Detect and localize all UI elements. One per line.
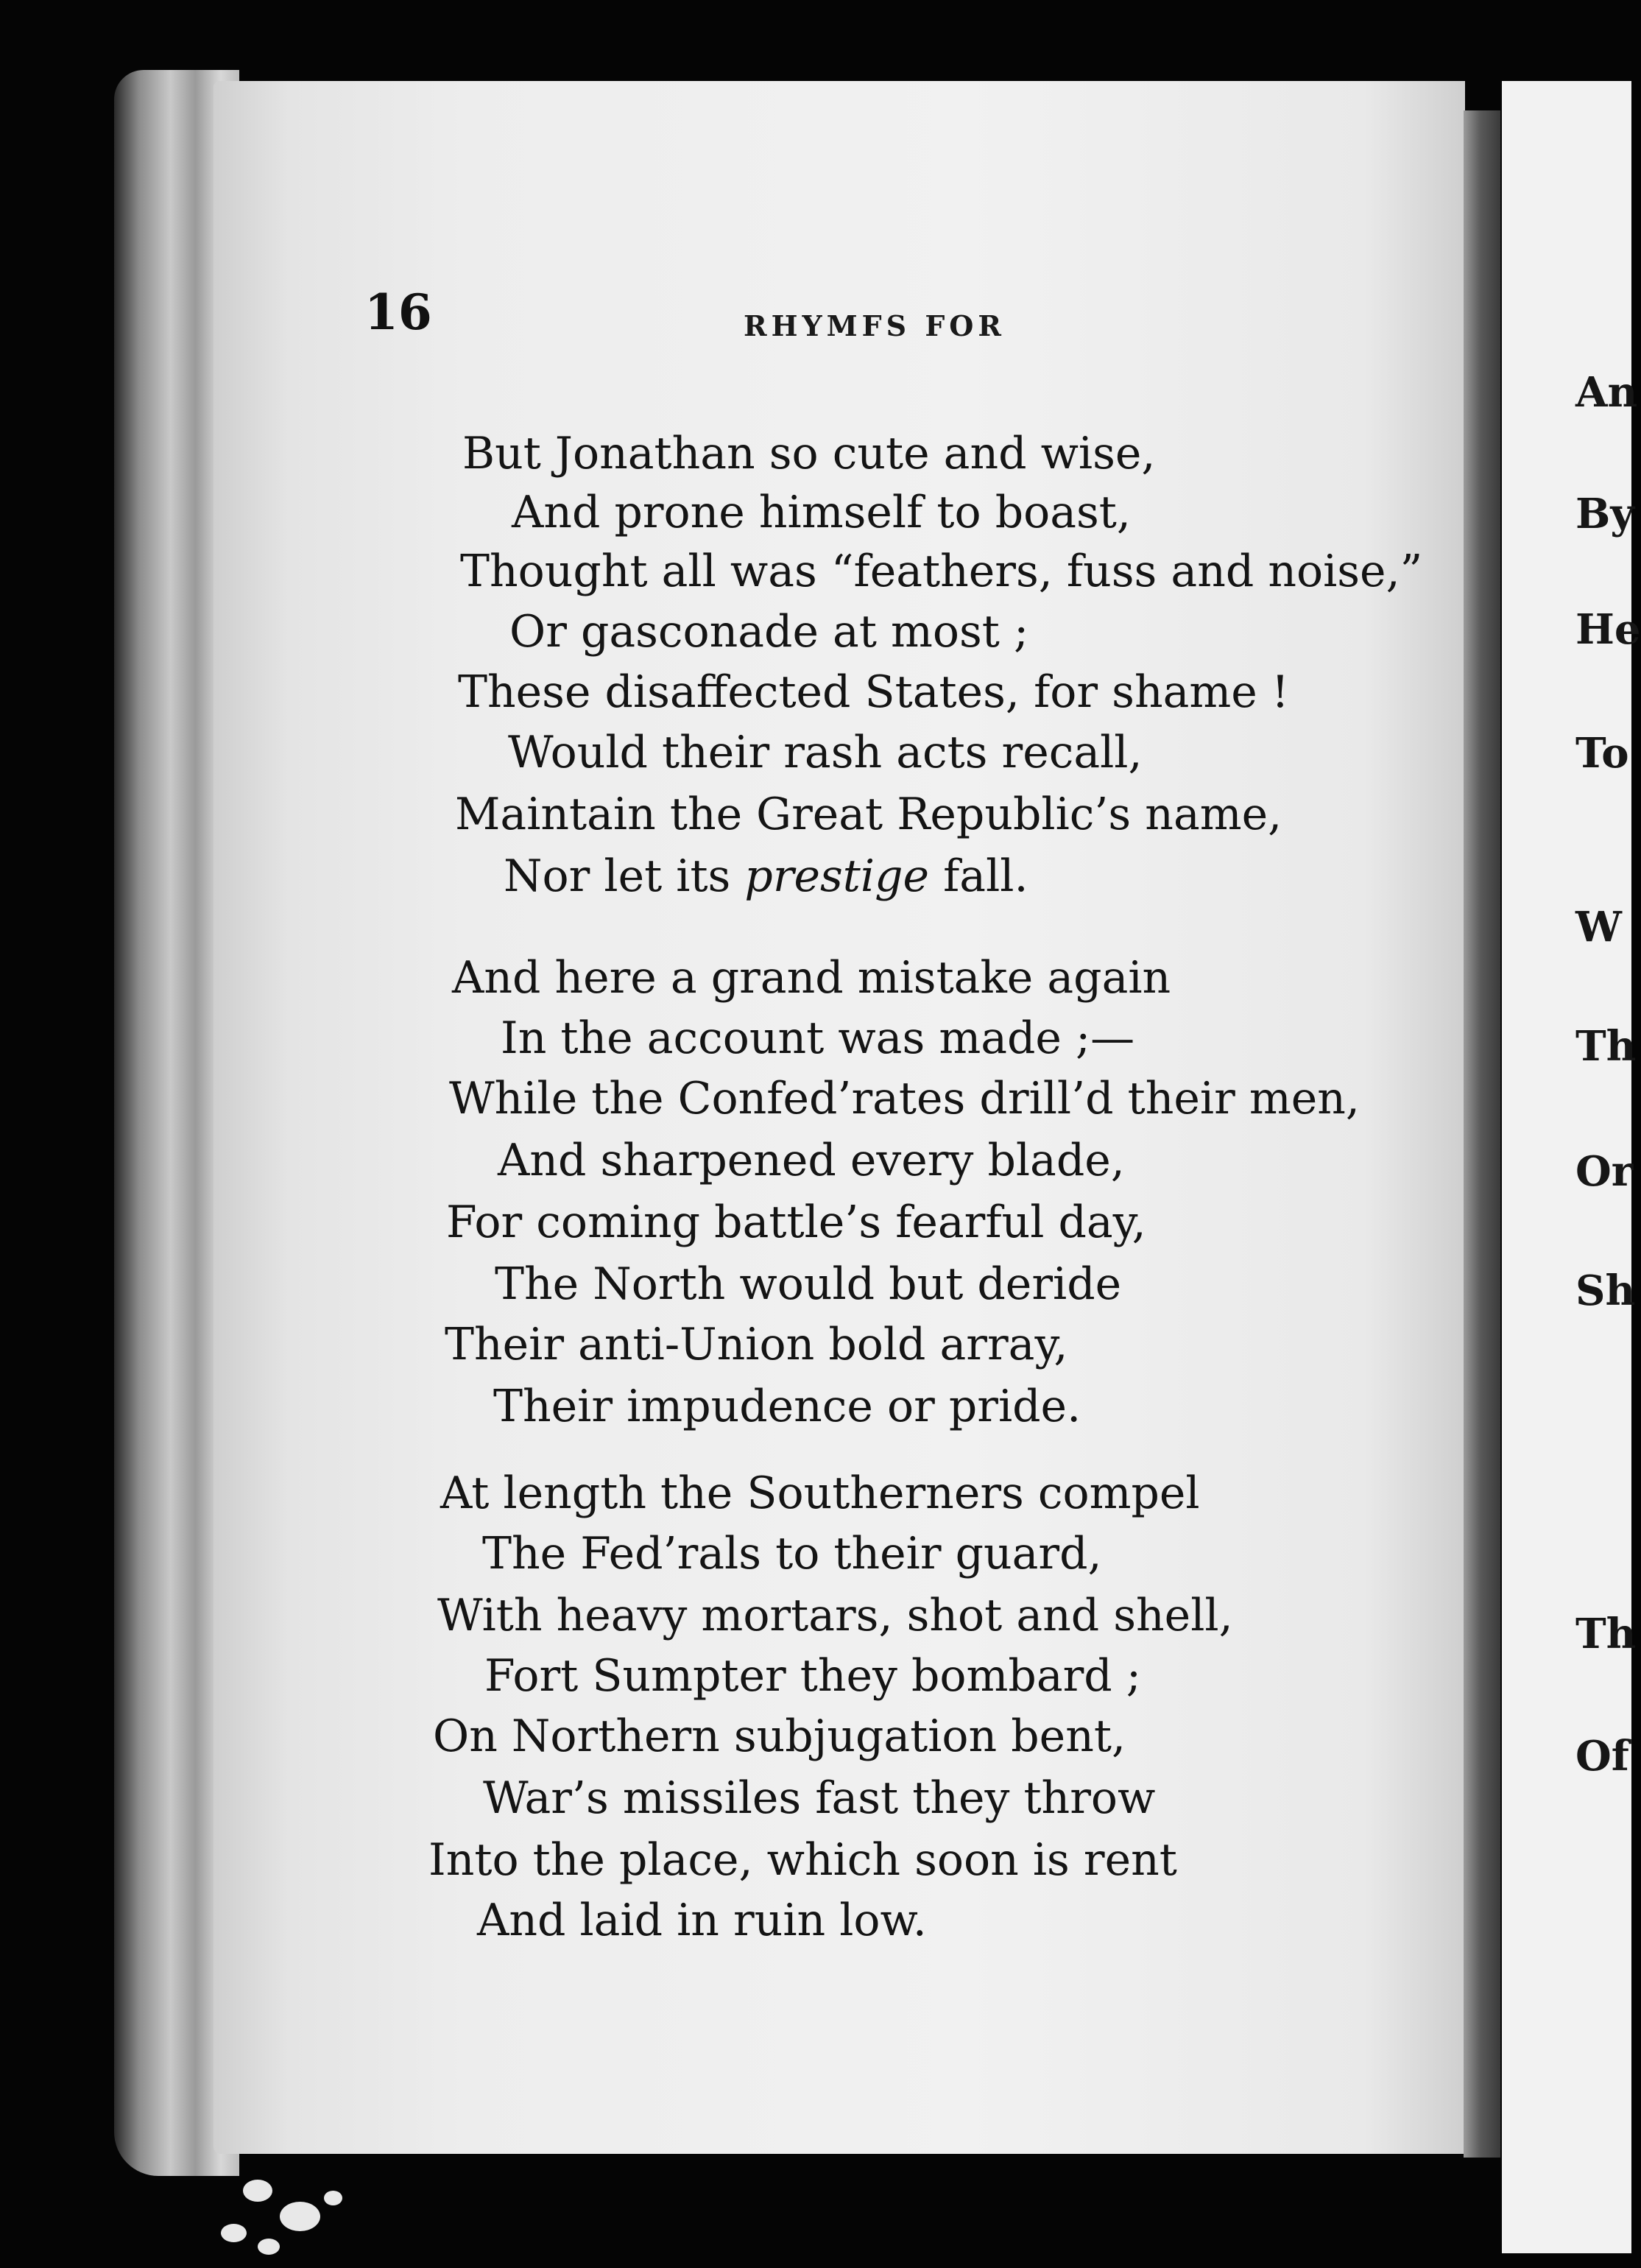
- scan-speck: [280, 2202, 320, 2231]
- poem-line: At length the Southerners compel: [440, 1468, 1200, 1519]
- facing-page-fragment: He: [1575, 605, 1641, 654]
- facing-page-fragment: By: [1575, 490, 1634, 538]
- book-gutter: [1464, 110, 1500, 2158]
- poem-line: And sharpened every blade,: [498, 1135, 1125, 1186]
- poem-line: While the Confed’rates drill’d their men,: [449, 1073, 1360, 1124]
- italic-word: prestige: [744, 850, 930, 902]
- poem-line: The Fed’rals to their guard,: [482, 1528, 1102, 1580]
- facing-page-fragment: W: [1575, 903, 1622, 951]
- poem-line: And prone himself to boast,: [512, 487, 1131, 538]
- line-text: fall.: [929, 850, 1028, 902]
- poem-line: War’s missiles fast they throw: [483, 1772, 1156, 1824]
- poem-line: Maintain the Great Republic’s name,: [455, 789, 1282, 840]
- poem-line: These disaffected States, for shame !: [458, 666, 1289, 718]
- poem-line: The North would but deride: [495, 1258, 1122, 1310]
- poem-line: Their anti-Union bold array,: [445, 1319, 1068, 1370]
- poem-line: In the account was made ;—: [501, 1012, 1135, 1064]
- running-head: RHYMFS FOR: [744, 309, 1006, 342]
- line-text: Nor let its: [504, 850, 745, 902]
- poem-line-italic: [504, 850, 1028, 903]
- scan-speck: [258, 2239, 280, 2255]
- poem-line: For coming battle’s fearful day,: [446, 1197, 1146, 1248]
- facing-page-fragment: Sh: [1575, 1267, 1636, 1315]
- scan-speck: [221, 2224, 247, 2242]
- facing-page-fragment: Th: [1575, 1022, 1637, 1071]
- poem-line: Their impudence or pride.: [493, 1381, 1081, 1432]
- poem-line: But Jonathan so cute and wise,: [462, 428, 1156, 479]
- facing-page-fragment: Th: [1575, 1610, 1637, 1658]
- facing-page-fragment: An: [1575, 368, 1638, 417]
- page-number: 16: [364, 284, 432, 341]
- poem-line: And laid in ruin low.: [477, 1895, 927, 1946]
- poem-line: On Northern subjugation bent,: [433, 1711, 1126, 1762]
- poem-line: Or gasconade at most ;: [509, 606, 1029, 658]
- poem-line: And here a grand mistake again: [452, 952, 1171, 1004]
- poem-line: Thought all was “feathers, fuss and noise,”: [460, 546, 1423, 597]
- poem-line: With heavy mortars, shot and shell,: [437, 1590, 1233, 1641]
- scan-speck: [243, 2180, 272, 2202]
- poem-line: Into the place, which soon is rent: [428, 1834, 1177, 1886]
- facing-page-fragment: To: [1575, 729, 1629, 778]
- scan-speck: [324, 2191, 342, 2205]
- poem-line: Would their rash acts recall,: [508, 727, 1143, 778]
- poem-line: Fort Sumpter they bombard ;: [484, 1650, 1141, 1702]
- facing-page-fragment: Of: [1575, 1732, 1629, 1781]
- facing-page-fragment: Or: [1575, 1147, 1634, 1196]
